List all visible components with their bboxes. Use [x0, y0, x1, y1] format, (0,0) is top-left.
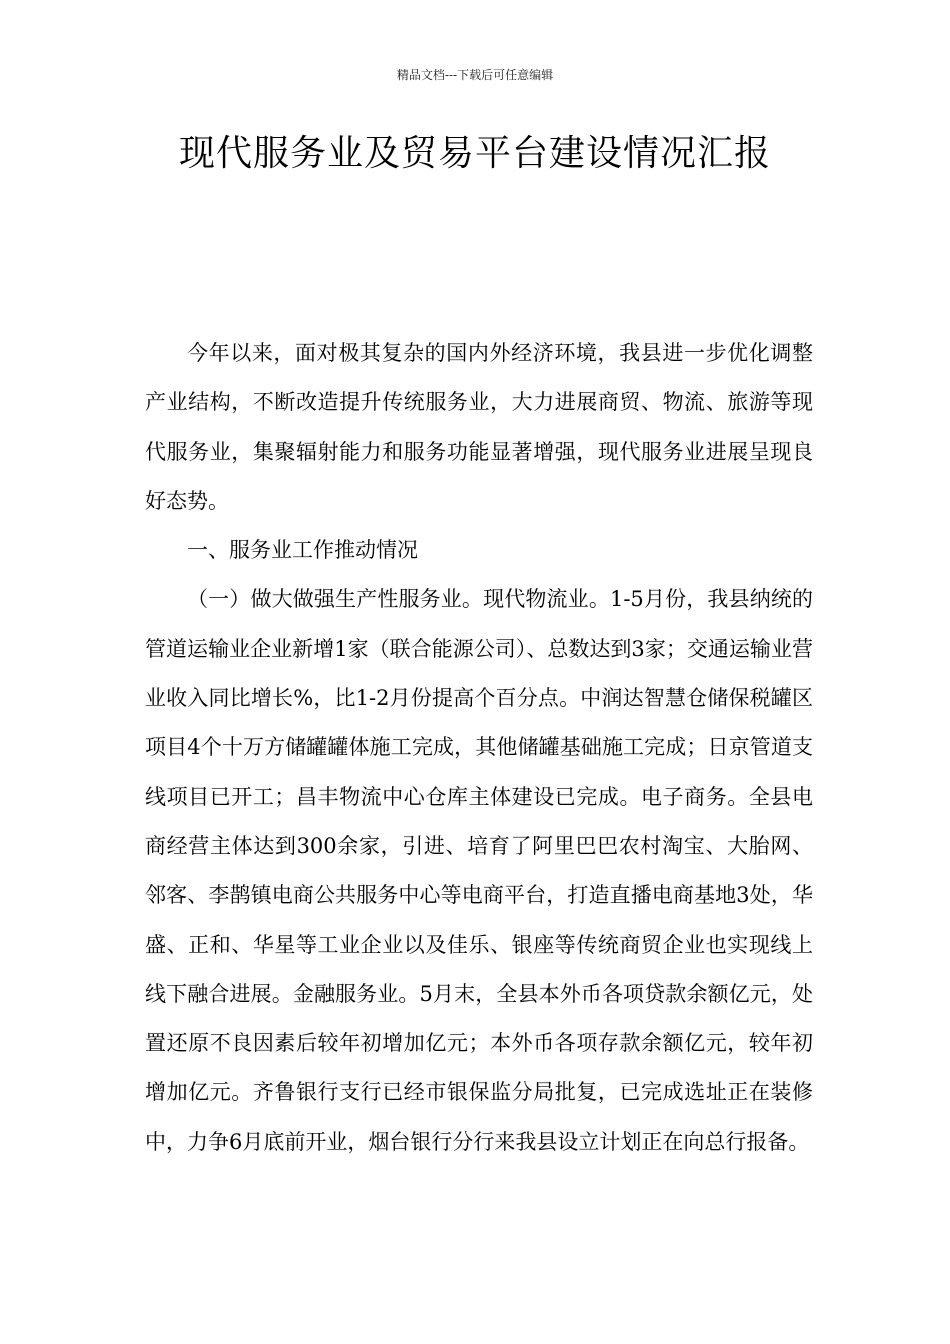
paragraph-intro: 今年以来，面对极其复杂的国内外经济环境，我县进一步优化调整产业结构，不断改造提升传统服务业，大力进展商贸、物流、旅游等现代服务业，集聚辐射能力和服务功能显著增强，现代服务业进展呈现良好态势。: [145, 341, 813, 513]
section-heading: 一、服务业工作推动情况: [187, 538, 418, 563]
document-title: 现代服务业及贸易平台建设情况汇报: [178, 133, 771, 174]
paragraph-producer-services: （一）做大做强生产性服务业。现代物流业。1-5月份，我县纳统的管道运输业企业新增1家（联合能源公司）、总数达到3家；交通运输业营业收入同比增长%，比1-2月份提高个百分点。中润达智慧仓储保税罐区项目4个十万方储罐罐体施工完成，其他储罐基础施工完成；日京管道支线项目已开工；昌丰物流中心仓库主体建设已完成。电子商务。全县电商经营主体达到300余家，引进、培育了阿里巴巴农村淘宝、大胎网、邻客、李鹊镇电商公共服务中心等电商平台，打造直播电商基地3处，华盛、正和、华星等工业企业以及佳乐、银座等传统商贸企业也实现线上线下融合进展。金融服务业。5月末，全县本外币各项贷款余额亿元，处置还原不良因素后较年初增加亿元；本外币各项存款余额亿元，较年初增加亿元。齐鲁银行支行已经市银保监分局批复，已完成选址正在装修中，力争6月底前开业，烟台银行分行来我县设立计划正在向总行报备。: [145, 587, 813, 1154]
header-note: 精品文档---下载后可任意编辑: [396, 68, 554, 82]
document-body: [145, 329, 813, 1167]
